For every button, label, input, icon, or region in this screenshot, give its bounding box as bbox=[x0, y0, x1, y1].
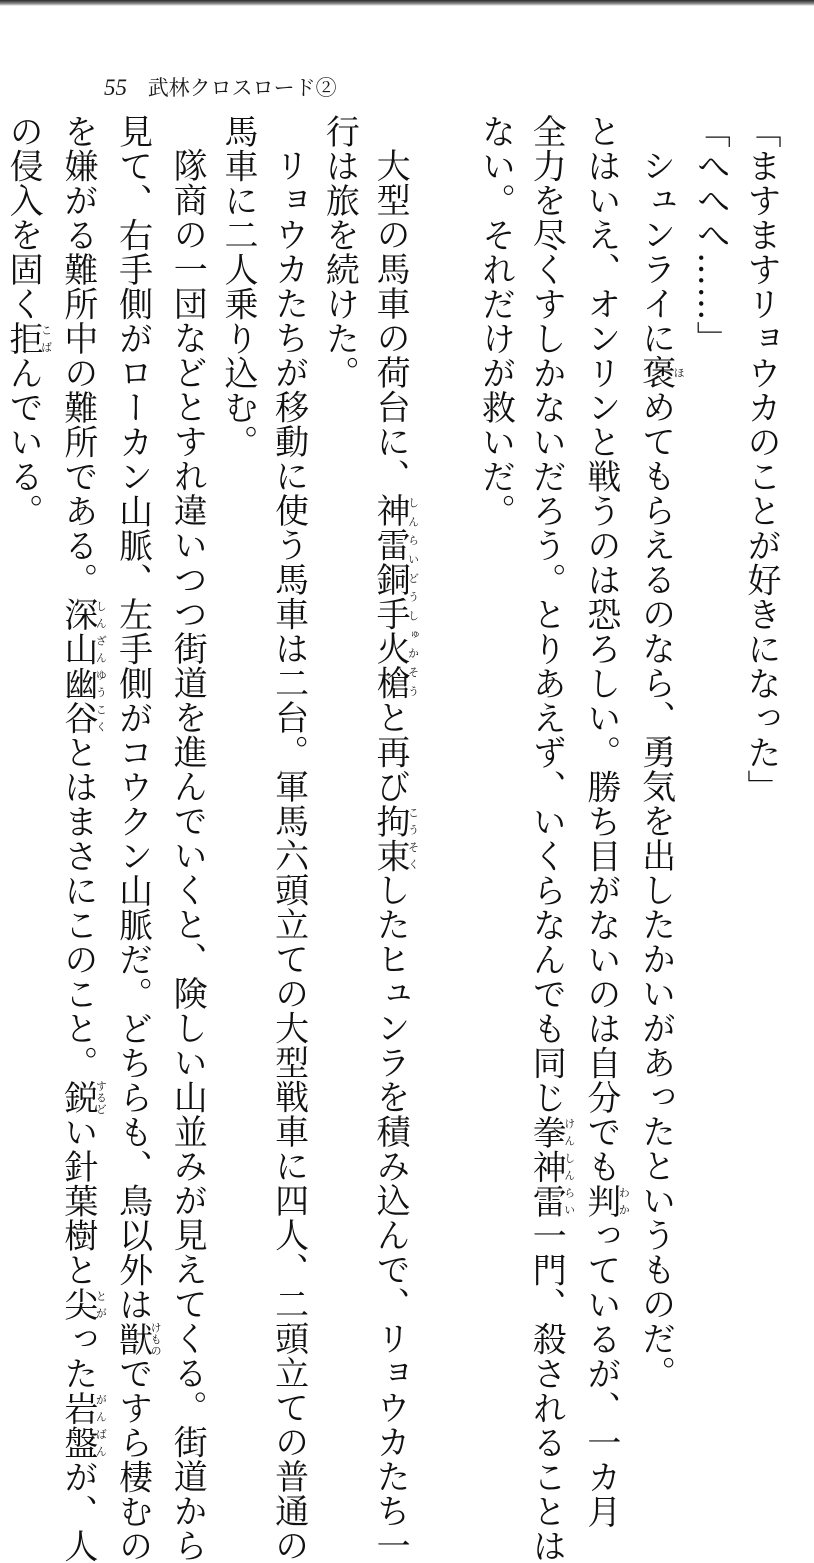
text-line: シュンライに褒ほめてもらえるのなら、勇気を出したかいがあったというものだ。 bbox=[635, 148, 686, 1390]
ruby-annotation: 深山幽谷しんざんゆうこく bbox=[57, 597, 108, 735]
ruby-reading: こば bbox=[39, 321, 53, 356]
vertical-body-text bbox=[3, 114, 786, 1563]
text-line: リョウカたちが移動に使う馬車は二台。軍馬六頭立ての大型戦車に四人、二頭立ての普通の bbox=[268, 148, 309, 1563]
text-line: ない。それだけが救いだ。 bbox=[475, 114, 516, 528]
text-line: の侵入を固く拒こばんでいる。 bbox=[3, 114, 53, 528]
text-line: 大型の馬車の荷台に、神雷銅手火槍しんらいどうしゅかそうと再び拘束こうそくしたヒュンラを積み込んで、リョウカたち一 bbox=[370, 148, 420, 1563]
page-edge-shadow bbox=[0, 0, 814, 6]
ruby-annotation: 拒こば bbox=[3, 321, 53, 356]
ruby-reading: とが bbox=[94, 1287, 108, 1322]
text-line: 「ますますリョウカのことが好きになった」 bbox=[741, 114, 781, 804]
ruby-reading: けんしんらい bbox=[562, 1114, 576, 1218]
running-header bbox=[104, 72, 337, 106]
ruby-reading: わか bbox=[617, 1183, 631, 1218]
ruby-annotation: 獣けもの bbox=[112, 1321, 163, 1356]
ruby-reading: するど bbox=[94, 1080, 108, 1115]
ruby-annotation: 鋭するど bbox=[57, 1080, 108, 1115]
page-number: 55 bbox=[104, 75, 127, 100]
ruby-reading: ほ bbox=[672, 355, 686, 390]
ruby-reading: がんばん bbox=[94, 1390, 108, 1460]
text-line: を嫌がる難所中の難所である。深山幽谷しんざんゆうこくとはまさにこのこと。鋭するどい針葉樹と尖とがった岩盤がんばんが、人 bbox=[57, 114, 108, 1563]
text-line: 「へへへ……」 bbox=[690, 114, 731, 356]
ruby-annotation: 褒ほ bbox=[635, 355, 686, 390]
ruby-annotation: 岩盤がんばん bbox=[57, 1390, 108, 1460]
ruby-annotation: 拘束こうそく bbox=[370, 803, 420, 873]
ruby-annotation: 神雷銅手火槍しんらいどうしゅかそう bbox=[370, 493, 420, 700]
text-line: とはいえ、オンリンと戦うのは恐ろしい。勝ち目がないのは自分でも判わかっているが、一カ月 bbox=[580, 114, 631, 1529]
text-line: 隊商の一団などとすれ違いつつ街道を進んでいくと、険しい山並みが見えてくる。街道から bbox=[167, 148, 208, 1563]
ruby-reading: こうそく bbox=[406, 803, 420, 873]
ruby-annotation: 拳神雷けんしんらい bbox=[526, 1114, 576, 1218]
text-line: 馬車に二人乗り込む。 bbox=[217, 114, 258, 459]
running-title: 武林クロスロード② bbox=[147, 76, 337, 100]
text-line: 見て、右手側がローカン山脈、左手側がコウクン山脈だ。どちらも、鳥以外は獣けものですら棲むの bbox=[112, 114, 163, 1563]
ruby-reading: けもの bbox=[149, 1321, 163, 1356]
ruby-annotation: 判わか bbox=[580, 1183, 631, 1218]
text-line bbox=[419, 114, 470, 1154]
ruby-reading: しんざんゆうこく bbox=[94, 597, 108, 735]
text-line: 全力を尽くすしかないだろう。とりあえず、いくらなんでも同じ拳神雷けんしんらい一門、殺されることは bbox=[526, 114, 576, 1563]
ruby-reading: しんらいどうしゅかそう bbox=[406, 493, 420, 700]
ruby-annotation: 尖とが bbox=[57, 1287, 108, 1322]
text-line: 行は旅を続けた。 bbox=[319, 114, 360, 390]
